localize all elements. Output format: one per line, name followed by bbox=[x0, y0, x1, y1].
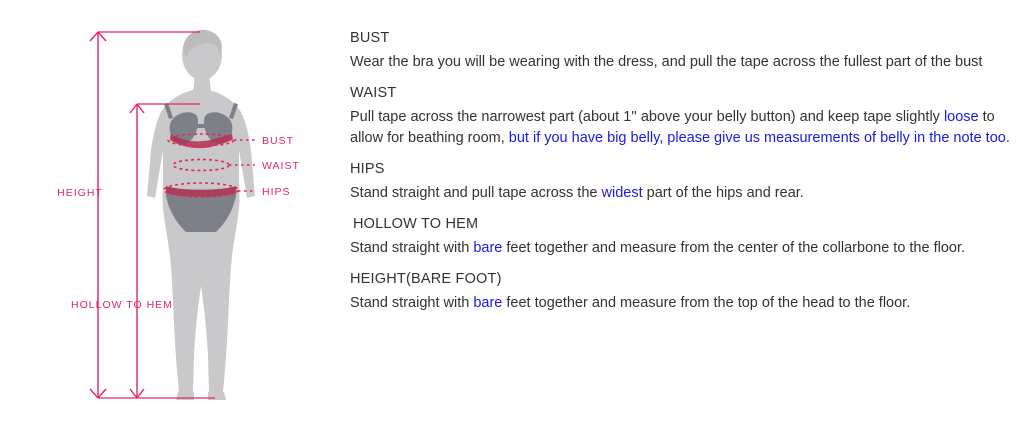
text-part: Stand straight with bbox=[350, 240, 474, 256]
text-part-highlight: but if you have big belly, please give us measurements of belly in the note too. bbox=[508, 130, 1010, 146]
text-part: feet together and measure from the center of the collarbone to the floor. bbox=[502, 240, 966, 256]
section-height bbox=[350, 271, 1010, 314]
section-hips-title: HIPS bbox=[350, 161, 385, 177]
section-height-title: HEIGHT(BARE FOOT) bbox=[350, 271, 502, 287]
label-waist: WAIST bbox=[262, 160, 300, 172]
section-hollow-to-hem-body bbox=[350, 238, 1010, 259]
section-height-body bbox=[350, 293, 1010, 314]
label-bust: BUST bbox=[262, 135, 295, 147]
instructions-column bbox=[350, 30, 1010, 326]
text-part: Stand straight with bbox=[350, 295, 474, 311]
text-part-highlight: bare bbox=[473, 295, 503, 311]
section-waist-title: WAIST bbox=[350, 85, 397, 101]
text-part-highlight: loose bbox=[943, 109, 979, 125]
text-part: Pull tape across the narrowest part (about 1'' above your belly button) and keep tape slightly bbox=[350, 109, 944, 125]
text-part: to allow for beathing room, bbox=[350, 109, 995, 146]
text-part: Wear the bra you will be wearing with the dress, and pull the tape across the fullest part of the bust bbox=[350, 54, 983, 70]
measurement-diagram bbox=[0, 0, 340, 426]
section-hollow-to-hem bbox=[350, 216, 1010, 259]
section-hips bbox=[350, 161, 1010, 204]
text-part: Stand straight and pull tape across the bbox=[350, 185, 602, 201]
text-part-highlight: widest bbox=[601, 185, 643, 201]
section-hips-body bbox=[350, 183, 1010, 204]
label-height: HEIGHT bbox=[57, 187, 103, 199]
section-bust-title: BUST bbox=[350, 30, 390, 46]
text-part: feet together and measure from the top of the head to the floor. bbox=[502, 295, 911, 311]
section-hollow-to-hem-title: HOLLOW TO HEM bbox=[353, 216, 479, 232]
label-hips: HIPS bbox=[262, 186, 291, 198]
section-waist bbox=[350, 85, 1010, 149]
section-bust-body bbox=[350, 52, 1010, 73]
text-part: part of the hips and rear. bbox=[642, 185, 804, 201]
section-bust bbox=[350, 30, 1010, 73]
label-hollow-to-hem: HOLLOW TO HEM bbox=[71, 299, 173, 311]
text-part-highlight: bare bbox=[473, 240, 503, 256]
section-waist-body bbox=[350, 107, 1010, 149]
